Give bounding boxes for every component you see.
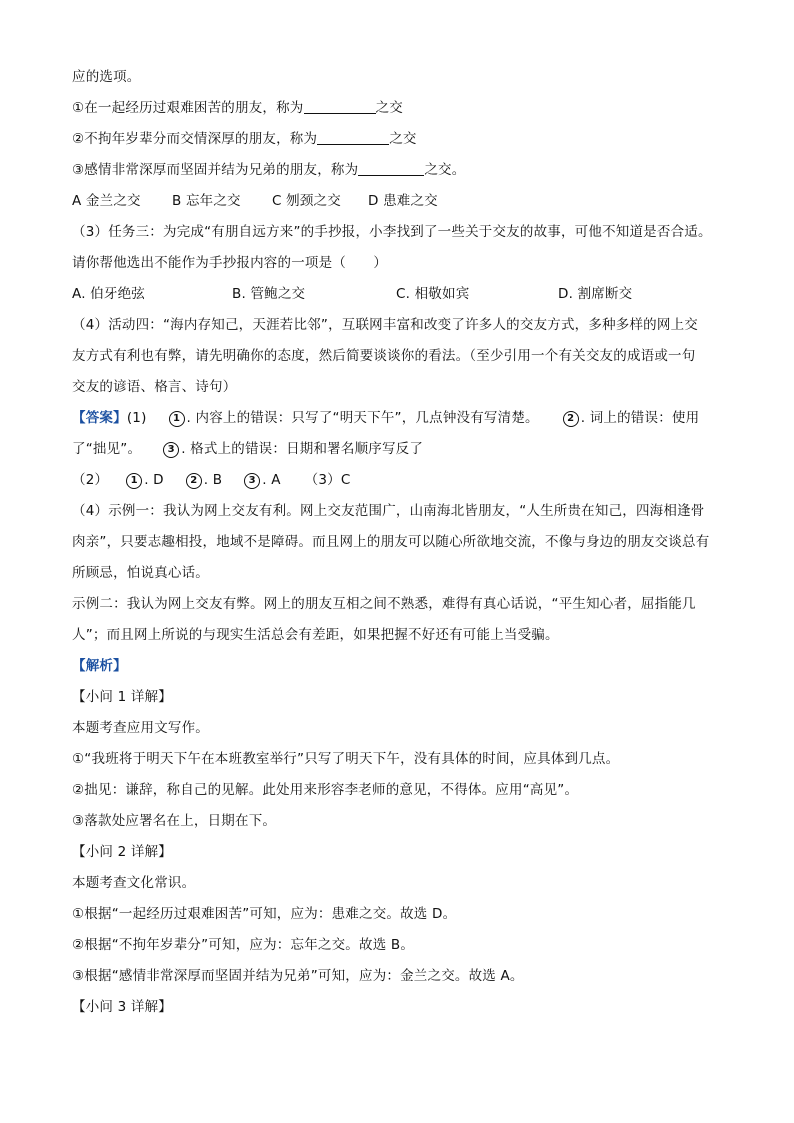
circle-number-icon: 3 [163, 442, 179, 458]
text: 之交 [389, 131, 417, 147]
subquestion-1-heading: 【小问 1 详解】 [72, 689, 172, 705]
text: 之交 [375, 100, 403, 116]
document-page [72, 62, 732, 1023]
text-line: ②根据“不拘年岁辈分”可知，应为：忘年之交。故选 B。 [72, 937, 415, 953]
text: . 格式上的错误：日期和署名顺序写反了 [181, 441, 424, 457]
circle-number-icon: 2 [563, 411, 579, 427]
fill-blank [358, 160, 424, 176]
text-line: 本题考查文化常识。 [72, 875, 196, 891]
text: 之交。 [424, 162, 466, 178]
question-4-cont: 友方式有利也有弊，请先明确你的态度，然后简要谈谈你的看法。（至少引用一个有关交友的成语或一句 [72, 348, 696, 364]
text-line: ①“我班将于明天下午在本班教室举行”只写了明天下午，没有具体的时间，应具体到几点。 [72, 751, 620, 767]
text: (1) [126, 410, 147, 426]
example-2: 示例二：我认为网上交友有弊。网上的朋友互相之间不熟悉，难得有真心话说，“平生知心者，屈指能几 [72, 596, 696, 612]
option-d: D 患难之交 [368, 193, 438, 209]
question-4-cont2: 交友的谚语、格言、诗句） [72, 379, 237, 395]
example-1: （4）示例一：我认为网上交友有利。网上交友范围广，山南海北皆朋友，“人生所贵在知己，四海相逢骨 [72, 503, 705, 519]
option-c: C 刎颈之交 [272, 193, 341, 209]
text: （3）C [304, 472, 351, 488]
text: 了“拙见”。 [72, 441, 142, 457]
question-3-cont: 请你帮他选出不能作为手抄报内容的一项是（ ） [72, 255, 388, 271]
text: . B [203, 472, 223, 488]
text: . D [144, 472, 164, 488]
subquestion-3-heading: 【小问 3 详解】 [72, 999, 172, 1015]
text-line: ③根据“感情非常深厚而坚固并结为兄弟”可知，应为：金兰之交。故选 A。 [72, 968, 524, 984]
text-line: 本题考查应用文写作。 [72, 720, 209, 736]
blank-item-3 [72, 155, 732, 186]
text: ③感情非常深厚而坚固并结为兄弟的朋友，称为 [72, 162, 359, 178]
q3-option-c: C. 相敬如宾 [396, 286, 470, 302]
question-4: （4）活动四：“海内存知己，天涯若比邻”，互联网丰富和改变了许多人的交友方式，多种多样的网上交 [72, 317, 698, 333]
text: . 内容上的错误：只写了“明天下午”，几点钟没有写清楚。 [186, 410, 539, 426]
text-line: ①根据“一起经历过艰难困苦”可知，应为：患难之交。故选 D。 [72, 906, 457, 922]
text: . A [262, 472, 281, 488]
option-b: B 忘年之交 [172, 193, 241, 209]
example-2-cont: 人”；而且网上所说的与现实生活总会有差距，如果把握不好还有可能上当受骗。 [72, 627, 559, 643]
fill-blank [304, 98, 376, 114]
circle-number-icon: 1 [126, 473, 142, 489]
text: （2） [72, 472, 109, 488]
text-line: ②拙见：谦辞，称自己的见解。此处用来形容李老师的意见，不得体。应用“高见”。 [72, 782, 579, 798]
blank-item-1 [72, 93, 732, 124]
example-1-cont2: 所顾忌，怕说真心话。 [72, 565, 209, 581]
q3-option-b: B. 管鲍之交 [232, 286, 306, 302]
text: ①在一起经历过艰难困苦的朋友，称为 [72, 100, 304, 116]
text: . 词上的错误：使用 [580, 410, 700, 426]
fill-blank [317, 129, 389, 145]
answer-label: 【答案】 [72, 410, 127, 426]
blank-item-2 [72, 124, 732, 155]
text-line: ③落款处应署名在上，日期在下。 [72, 813, 277, 829]
example-1-cont: 肉亲”，只要志趣相投，地域不是障碍。而且网上的朋友可以随心所欲地交流，不像与身边的朋友交谈总有 [72, 534, 710, 550]
circle-number-icon: 2 [186, 473, 202, 489]
answer-1-cont [72, 434, 732, 465]
q3-option-d: D. 割席断交 [558, 286, 633, 302]
text-line: 应的选项。 [72, 69, 141, 85]
answer-1 [72, 403, 732, 434]
circle-number-icon: 3 [244, 473, 260, 489]
option-a: A 金兰之交 [72, 193, 141, 209]
circle-number-icon: 1 [169, 411, 185, 427]
answer-2 [72, 465, 732, 496]
subquestion-2-heading: 【小问 2 详解】 [72, 844, 172, 860]
q3-option-a: A. 伯牙绝弦 [72, 286, 145, 302]
q3-options-row [72, 279, 732, 310]
question-3: （3）任务三：为完成“有朋自远方来”的手抄报，小李找到了一些关于交友的故事，可他不知道是否合适。 [72, 224, 712, 240]
text: ②不拘年岁辈分而交情深厚的朋友，称为 [72, 131, 318, 147]
analysis-label: 【解析】 [72, 658, 127, 674]
options-row [72, 186, 732, 217]
